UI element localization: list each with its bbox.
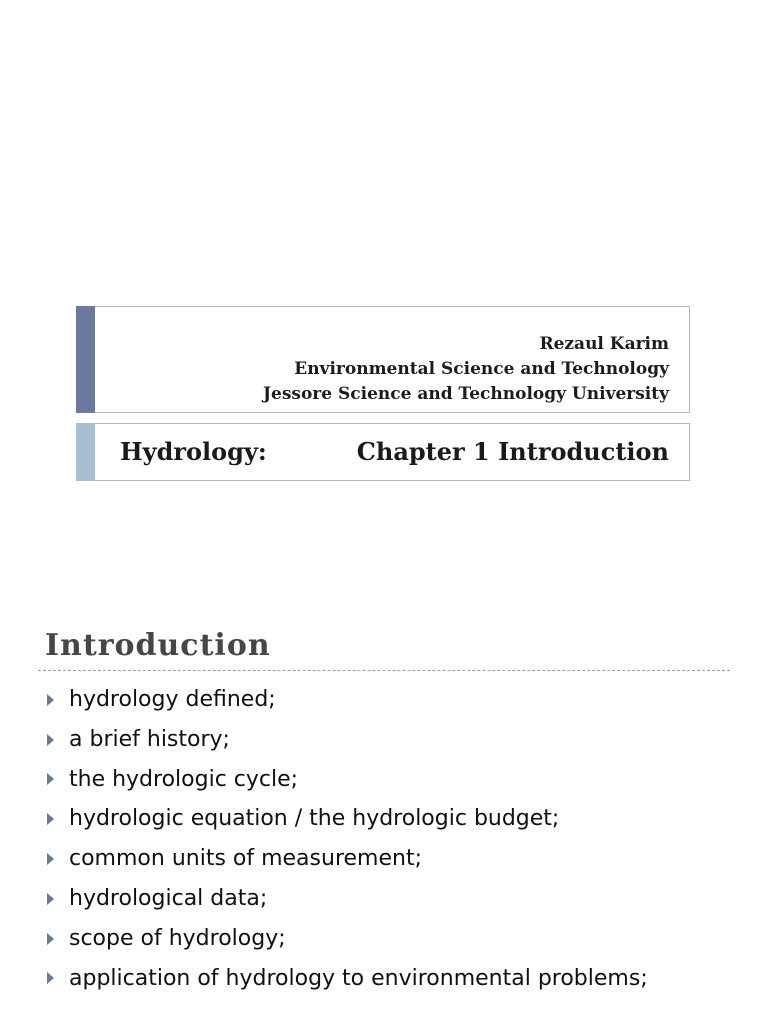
list-item-text: application of hydrology to environmental problems; bbox=[69, 965, 648, 991]
triangle-right-icon bbox=[47, 773, 54, 785]
university-name: Jessore Science and Technology University bbox=[262, 384, 669, 404]
title-accent-bar bbox=[76, 423, 95, 481]
author-info bbox=[263, 332, 669, 407]
author-name: Rezaul Karim bbox=[539, 334, 669, 354]
triangle-right-icon bbox=[47, 813, 54, 825]
list-item-text: common units of measurement; bbox=[69, 846, 422, 872]
triangle-right-icon bbox=[47, 972, 54, 984]
chapter-title: Chapter 1 Introduction bbox=[356, 437, 669, 466]
triangle-right-icon bbox=[47, 893, 54, 905]
list-item-text: scope of hydrology; bbox=[69, 925, 286, 951]
list-item bbox=[45, 680, 648, 720]
course-title: Hydrology: bbox=[120, 437, 267, 466]
introduction-slide bbox=[0, 612, 768, 1024]
slide-heading: Introduction bbox=[45, 628, 271, 663]
list-item bbox=[45, 760, 648, 800]
heading-divider bbox=[38, 670, 730, 671]
triangle-right-icon bbox=[47, 734, 54, 746]
list-item-text: a brief history; bbox=[69, 726, 230, 752]
list-item-text: the hydrologic cycle; bbox=[69, 766, 299, 792]
list-item-text: hydrologic equation / the hydrologic budget; bbox=[69, 806, 560, 832]
topic-list bbox=[45, 680, 648, 998]
list-item bbox=[45, 720, 648, 760]
triangle-right-icon bbox=[47, 853, 54, 865]
list-item bbox=[45, 959, 648, 999]
title-box bbox=[76, 423, 690, 481]
list-item-text: hydrology defined; bbox=[69, 687, 276, 712]
author-info-box bbox=[76, 306, 690, 413]
triangle-right-icon bbox=[47, 694, 54, 706]
author-accent-bar bbox=[76, 306, 95, 413]
list-item bbox=[45, 799, 648, 839]
department-name: Environmental Science and Technology bbox=[294, 359, 669, 379]
triangle-right-icon bbox=[47, 933, 54, 945]
list-item bbox=[45, 919, 648, 959]
list-item bbox=[45, 879, 648, 919]
list-item bbox=[45, 839, 648, 879]
list-item-text: hydrological data; bbox=[69, 885, 268, 911]
